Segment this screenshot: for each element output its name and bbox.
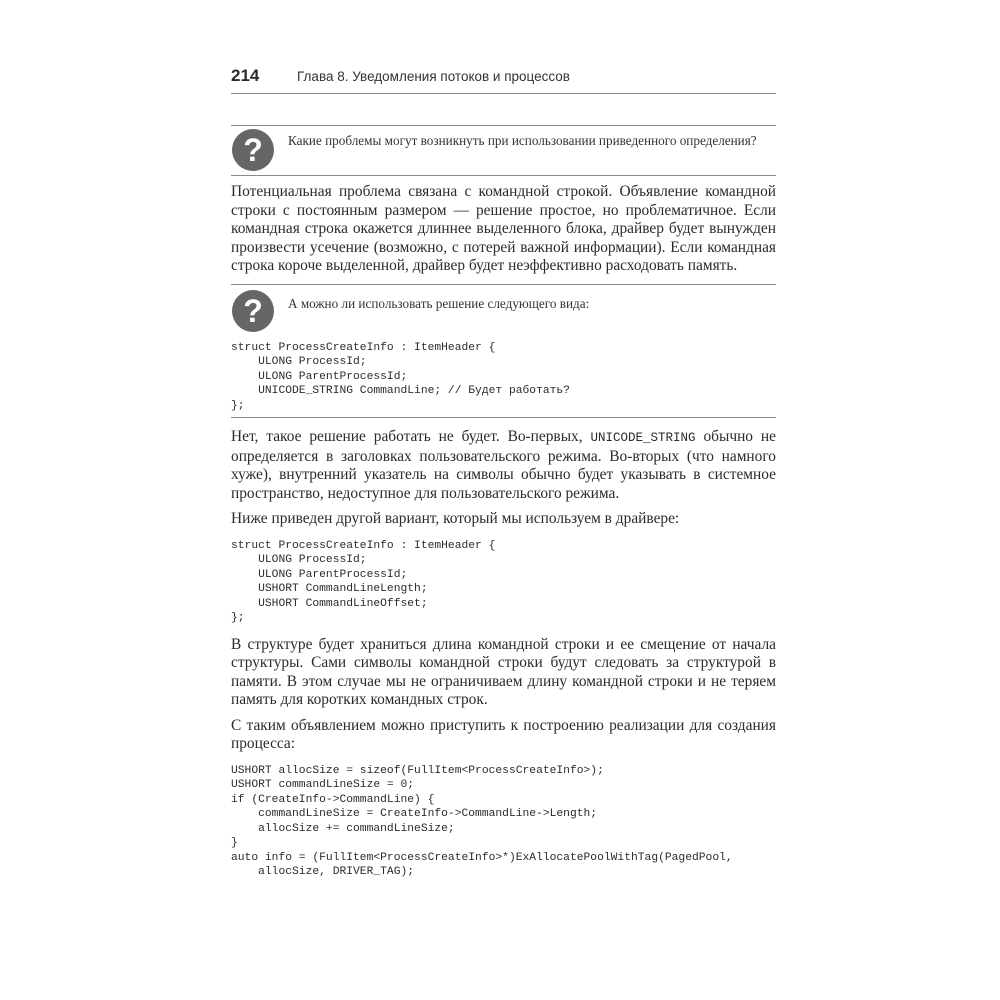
- page-number: 214: [231, 66, 260, 85]
- code-block: [231, 764, 776, 880]
- question-box-2: [231, 284, 776, 419]
- code-block: [231, 539, 776, 626]
- code-line: struct ProcessCreateInfo : ItemHeader {: [231, 539, 496, 552]
- paragraph: Ниже приведен другой вариант, который мы используем в драйвере:: [231, 510, 680, 527]
- paragraph: [231, 428, 776, 503]
- code-line: allocSize, DRIVER_TAG);: [231, 866, 415, 878]
- code-line: USHORT allocSize = sizeof(FullItem<ProcessCreateInfo>);: [231, 764, 604, 777]
- code-line: commandLineSize = CreateInfo->CommandLine->Length;: [231, 808, 598, 820]
- code-line: ULONG ParentProcessId;: [231, 568, 408, 581]
- code-line: allocSize += commandLineSize;: [231, 822, 455, 835]
- question-box-1: [231, 125, 776, 176]
- question-circle-icon: ?: [232, 129, 274, 171]
- code-line: USHORT CommandLineLength;: [231, 583, 428, 595]
- paragraph: Потенциальная проблема связана с командной строкой. Объявление командной строки с постоянным размером — решение простое, но проблематичное. Если командная строка окажется длиннее выделенного блока, драйвер будет вынужден произвести усечение (возможно, с потерей важной информации). Если командная строка короче выделенной, драйвер будет неэффективно расходовать память.: [231, 183, 776, 274]
- code-line: ULONG ProcessId;: [231, 356, 367, 368]
- inline-code: UNICODE_STRING: [590, 431, 696, 445]
- paragraph: В структуре будет храниться длина командной строки и ее смещение от начала структуры. Сами символы командной строки будут следовать за структурой в памяти. В этом случае мы не ограничиваем длину командной строки и не теряем память для коротких командных строк.: [231, 635, 776, 708]
- running-head: Глава 8. Уведомления потоков и процессов: [297, 69, 570, 84]
- code-line: ULONG ProcessId;: [231, 554, 367, 566]
- code-line: ULONG ParentProcessId;: [231, 370, 408, 383]
- code-block: [231, 341, 776, 414]
- page-header: [231, 66, 776, 94]
- book-page: [231, 66, 776, 880]
- code-line: struct ProcessCreateInfo : ItemHeader {: [231, 341, 496, 354]
- code-line: }: [231, 837, 238, 849]
- code-line: USHORT commandLineSize = 0;: [231, 779, 415, 791]
- code-line: };: [231, 399, 245, 412]
- code-line: UNICODE_STRING CommandLine; // Будет работать?: [231, 385, 570, 397]
- text-segment: обычно не определяется в заголовках пользовательского режима. Во-вторых (что намного хуже), внутренний указатель на символы обычно будет указывать в системное пространство, недоступное для пользовательского режима.: [231, 428, 776, 502]
- paragraph: С таким объявлением можно приступить к построению реализации для создания процесса:: [231, 716, 776, 752]
- question-text: Какие проблемы могут возникнуть при использовании приведенного определения?: [288, 133, 757, 148]
- text-segment: Нет, такое решение работать не будет. Во-первых,: [231, 428, 591, 445]
- code-line: if (CreateInfo->CommandLine) {: [231, 793, 435, 806]
- code-line: };: [231, 612, 245, 624]
- question-circle-icon: ?: [232, 290, 274, 332]
- code-line: auto info = (FullItem<ProcessCreateInfo>*)ExAllocatePoolWithTag(PagedPool,: [231, 851, 733, 864]
- code-line: USHORT CommandLineOffset;: [231, 597, 428, 610]
- question-text: А можно ли использовать решение следующего вида:: [288, 295, 590, 311]
